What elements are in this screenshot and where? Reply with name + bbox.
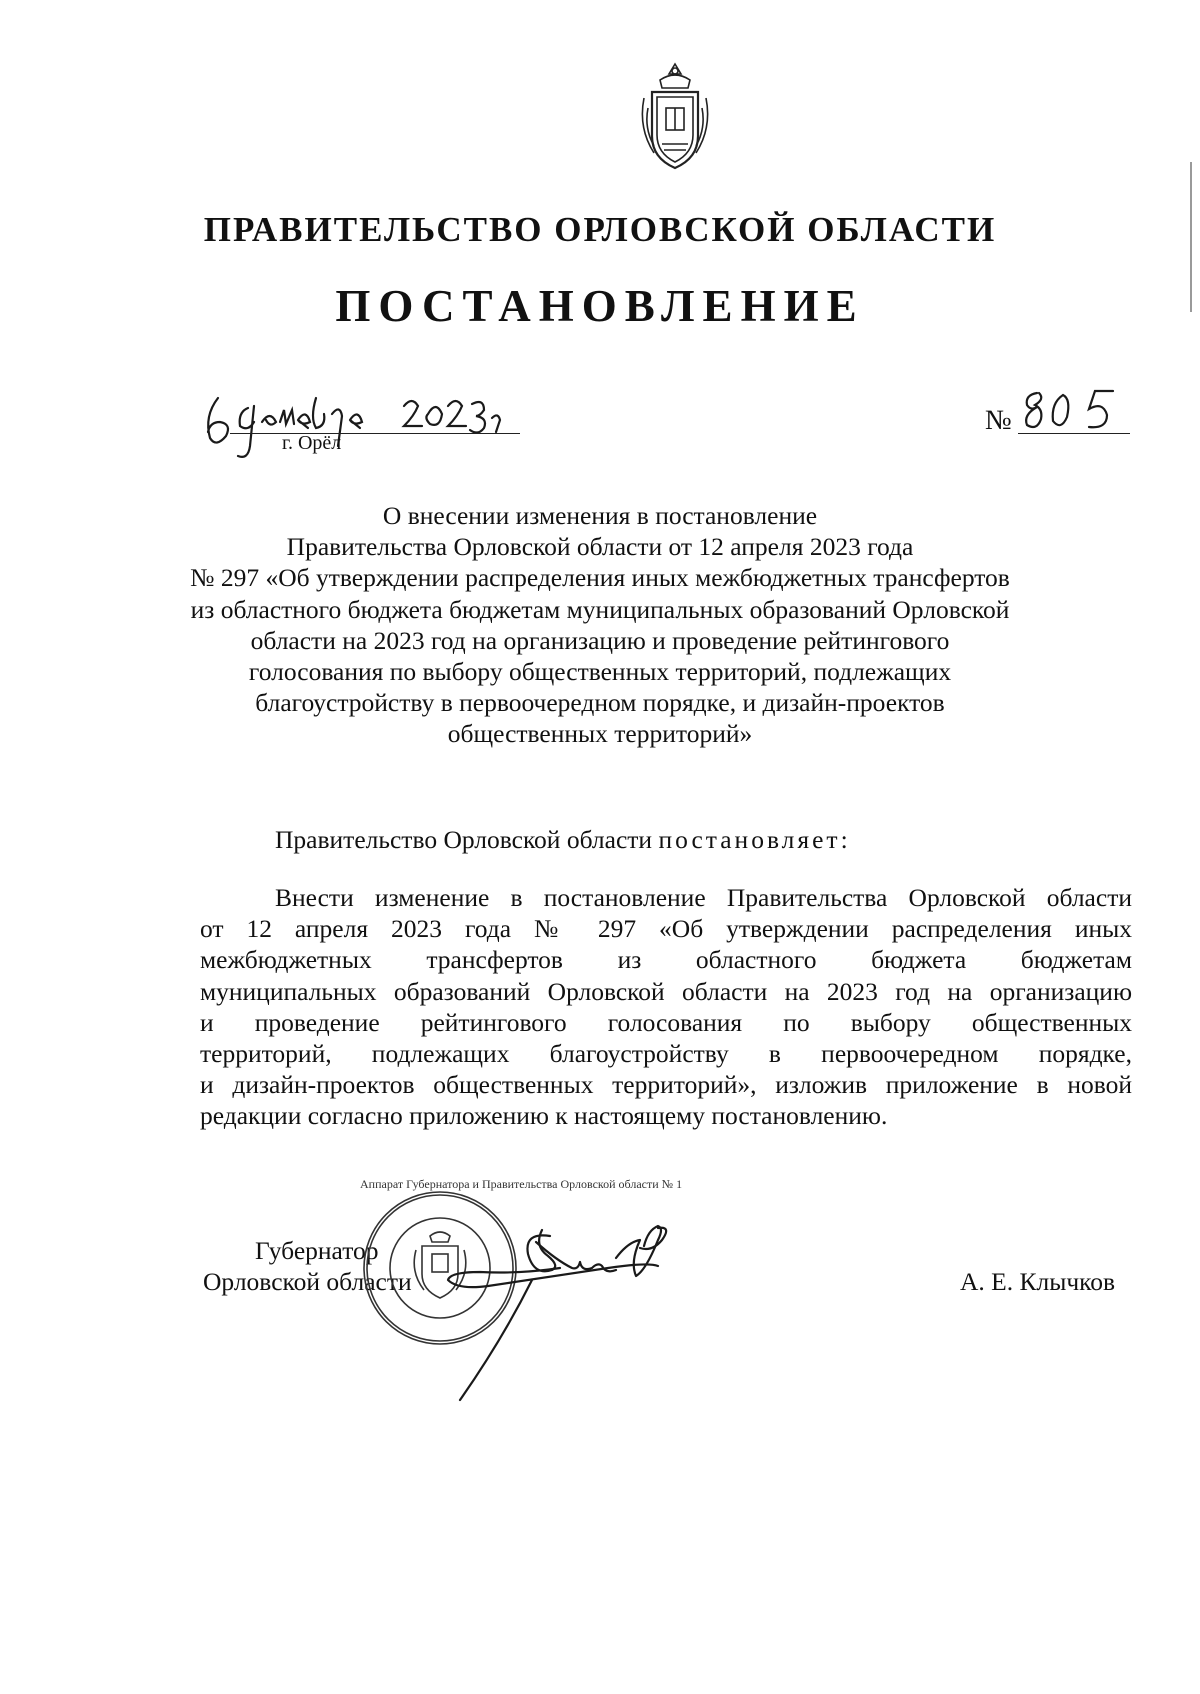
paragraph-line: территорий, подлежащих благоустройству в первоочередном порядке, xyxy=(200,1039,1132,1069)
city-label: г. Орёл xyxy=(282,432,342,454)
subject-line: области на 2023 год на организацию и проведение рейтингового xyxy=(250,625,950,655)
handwritten-signature xyxy=(440,1220,710,1405)
stamp-text: Аппарат Губернатора и Правительства Орловской области № 1 xyxy=(360,1177,683,1191)
subject-line: голосования по выбору общественных территорий, подлежащих xyxy=(248,657,952,687)
subject-line: благоустройству в первоочередном порядке, и дизайн-проектов xyxy=(255,688,945,718)
subject-line: О внесении изменения в постановление xyxy=(382,501,818,530)
subject-line: № 297 «Об утверждении распределения иных межбюджетных трансфертов xyxy=(190,563,1010,593)
paragraph-line: муниципальных образований Орловской области на 2023 год на организацию xyxy=(200,976,1132,1006)
handwritten-date xyxy=(200,380,530,460)
date-underline xyxy=(230,433,520,434)
document-subject xyxy=(180,500,1020,750)
resolution-word: постановляет: xyxy=(658,825,851,854)
organization-title: ПРАВИТЕЛЬСТВО ОРЛОВСКОЙ ОБЛАСТИ xyxy=(203,210,997,249)
paragraph-line: Внести изменение в постановление Правительства Орловской области xyxy=(275,883,1132,912)
resolution-statement xyxy=(275,825,851,855)
resolution-lead: Правительство Орловской области xyxy=(275,825,653,854)
signatory-position-line1: Губернатор xyxy=(255,1236,379,1265)
document-type-title: ПОСТАНОВЛЕНИЕ xyxy=(335,281,865,331)
number-underline xyxy=(1018,433,1130,434)
paragraph-line: и дизайн-проектов общественных территорий», изложив приложение в новой xyxy=(200,1070,1132,1100)
subject-line: Правительства Орловской области от 12 апреля 2023 года xyxy=(286,532,914,562)
paragraph-line: и проведение рейтингового голосования по выбору общественных xyxy=(200,1007,1132,1037)
body-paragraph xyxy=(200,882,1132,1132)
paragraph-line: от 12 апреля 2023 года № 297 «Об утверждении распределения иных xyxy=(200,914,1132,944)
coat-of-arms-emblem xyxy=(630,58,720,178)
subject-line: общественных территорий» xyxy=(447,719,753,749)
subject-line: из областного бюджета бюджетам муниципальных образований Орловской xyxy=(190,594,1010,624)
paragraph-line: межбюджетных трансфертов из областного бюджета бюджетам xyxy=(200,945,1132,975)
signatory-position-line2: Орловской области xyxy=(203,1267,412,1296)
number-label: № xyxy=(985,405,1012,436)
signatory-name: А. Е. Клычков xyxy=(960,1267,1116,1296)
paragraph-line: редакции согласно приложению к настоящему постановлению. xyxy=(200,1101,888,1131)
handwritten-number xyxy=(1017,385,1135,437)
scan-edge-mark xyxy=(1190,162,1192,312)
